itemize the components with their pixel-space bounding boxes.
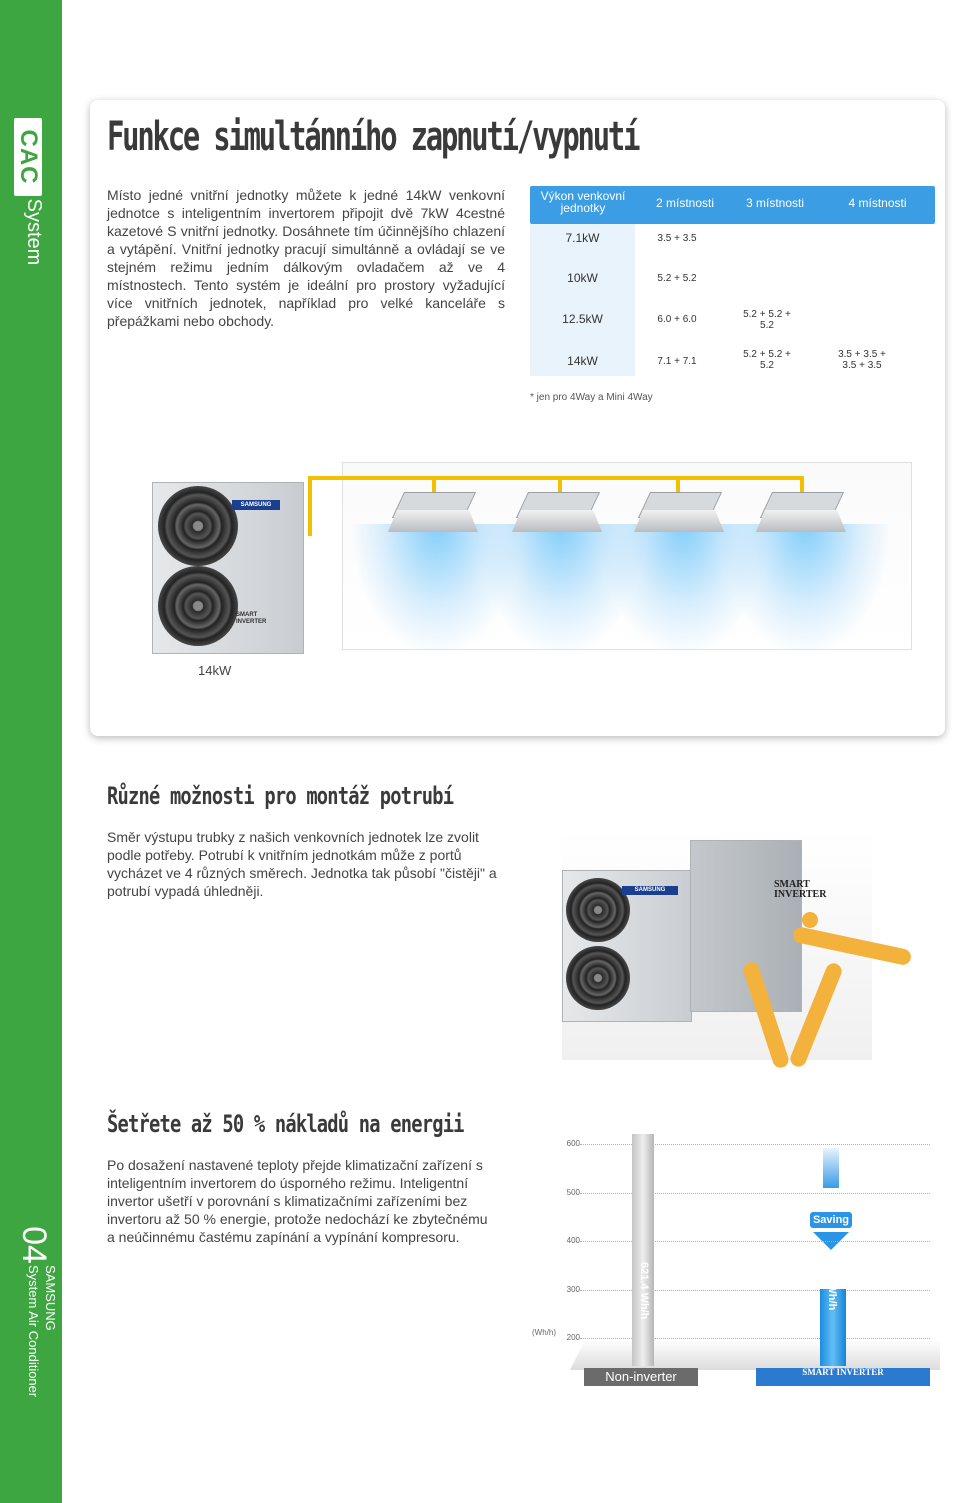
refrigerant-pipe <box>308 476 804 480</box>
section3-title: Šetřete až 50 % nákladů na energii <box>107 1110 464 1138</box>
installation-illustration <box>92 462 910 727</box>
airflow <box>720 524 890 654</box>
table-row-power: 10kW <box>567 271 598 285</box>
sidebar-brand <box>19 1265 59 1455</box>
page-number: 04 <box>15 1226 53 1264</box>
refrigerant-pipe <box>308 476 312 536</box>
pipe-options-illustration <box>562 830 872 1060</box>
samsung-logo: SAMSUNG <box>622 886 678 895</box>
table-cell: 5.2 + 5.2 + 5.2 <box>743 349 791 371</box>
bar-value-label: 621.4 Wh/h <box>638 1262 650 1320</box>
y-tick-label: 500 <box>566 1187 580 1197</box>
table-header-3rooms: 3 místnosti <box>745 196 805 210</box>
table-note: * jen pro 4Way a Mini 4Way <box>530 392 653 403</box>
section1-body: Místo jedné vnitřní jednotky můžete k jedné 14kW venkovní jednotce s inteligentním invertorem připojit dvě 7kW 4cestné kazetové S vnitřní jednotky. Dosáhnete tím účinnějšího chlazení a vytápění. Vnitřní jednotky pracují simultánně a ovládají se ve stejném režimu jedním dálkovým ovladačem až ve 4 místnostech. Tento systém je ideální pro prostory vyžadující více vnitřních jednotek, například pro velké kanceláře s přepážkami nebo obchody. <box>107 187 505 329</box>
indoor-cassette-unit <box>512 492 602 538</box>
cac-badge-text: CAC <box>15 129 42 185</box>
section1-title: Funkce simultánního zapnutí/vypnutí <box>107 114 639 160</box>
bar-non-inverter <box>632 1134 654 1366</box>
section3-body: Po dosažení nastavené teploty přejde klimatizační zařízení s inteligentním invertorem do úsporného režimu. Inteligentní invertor ušetří v porovnání s klimatizačními zařízeními bez invertoru až 50 % energie, protože nedochází ke zbytečnému a neúčinnému častému zapínání a vypínání kompresoru. <box>107 1157 488 1245</box>
table-cell: 7.1 + 7.1 <box>657 356 697 367</box>
table-row-power: 14kW <box>530 346 635 376</box>
smart-inverter-logo <box>774 880 826 900</box>
inverter-label: INVERTER <box>774 889 827 900</box>
table-cell: 5.2 + 5.2 + 5.2 <box>743 309 791 331</box>
indoor-cassette-unit <box>756 492 846 538</box>
y-tick-label: 600 <box>566 1139 580 1148</box>
outdoor-fan-icon <box>566 946 630 1010</box>
table-cell: 6.0 + 6.0 <box>657 314 697 325</box>
section2-body: Směr výstupu trubky z našich venkovních jednotek lze zvolit podle potřeby. Potrubí k vnitřním jednotkám může z portů vycházet ve 4 různých směrech. Jednotka tak působí "čistěji" a potrubí vypadá úhledněji. <box>107 829 497 899</box>
y-tick-label: 400 <box>566 1236 580 1245</box>
samsung-logo: SAMSUNG <box>232 500 280 510</box>
bar-value-label: 302 Wh/h <box>826 1262 838 1311</box>
chart-floor <box>570 1340 940 1370</box>
table-cell: 5.2 + 5.2 <box>657 273 697 284</box>
outdoor-fan-icon <box>566 878 630 942</box>
y-tick-label: 300 <box>566 1284 580 1294</box>
sidebar-system-label: System <box>23 198 45 266</box>
outdoor-unit-side <box>690 840 802 1012</box>
section2-title: Různé možnosti pro montáž potrubí <box>107 782 454 810</box>
outdoor-fan-icon <box>158 486 238 566</box>
outdoor-fan-icon <box>158 566 238 646</box>
category-label-non-inverter: Non-inverter <box>584 1368 698 1386</box>
energy-chart <box>520 1128 940 1398</box>
y-axis-unit: (Wh/h) <box>532 1328 556 1337</box>
table-header-4rooms: 4 místnosti <box>848 196 907 210</box>
y-tick-label: 200 <box>566 1333 580 1342</box>
table-header-power: Výkon venkovní jednotky <box>540 189 626 215</box>
table-header-2rooms: 2 místnosti <box>655 196 715 210</box>
saving-arrow-shaft <box>823 1148 839 1188</box>
outdoor-capacity-label: 14kW <box>198 663 232 678</box>
pipe-port <box>802 912 818 928</box>
table-row-power: 12.5kW <box>562 312 603 326</box>
indoor-cassette-unit <box>634 492 724 538</box>
smart-label: SMART <box>774 879 810 890</box>
brand-name: SAMSUNG <box>43 1265 58 1331</box>
pipe-direction <box>792 926 913 967</box>
saving-badge: Saving <box>810 1212 852 1228</box>
brand-subtitle: System Air Conditioner <box>26 1265 41 1398</box>
table-cell: 3.5 + 3.5 + 3.5 + 3.5 <box>838 349 886 371</box>
category-label-smart-inverter: SMART INVERTER <box>756 1368 930 1386</box>
table-row-power: 7.1kW <box>565 231 600 245</box>
indoor-cassette-unit <box>388 492 478 538</box>
smart-inverter-logo: SMART INVERTER <box>236 612 267 625</box>
table-cell: 3.5 + 3.5 <box>657 233 697 244</box>
